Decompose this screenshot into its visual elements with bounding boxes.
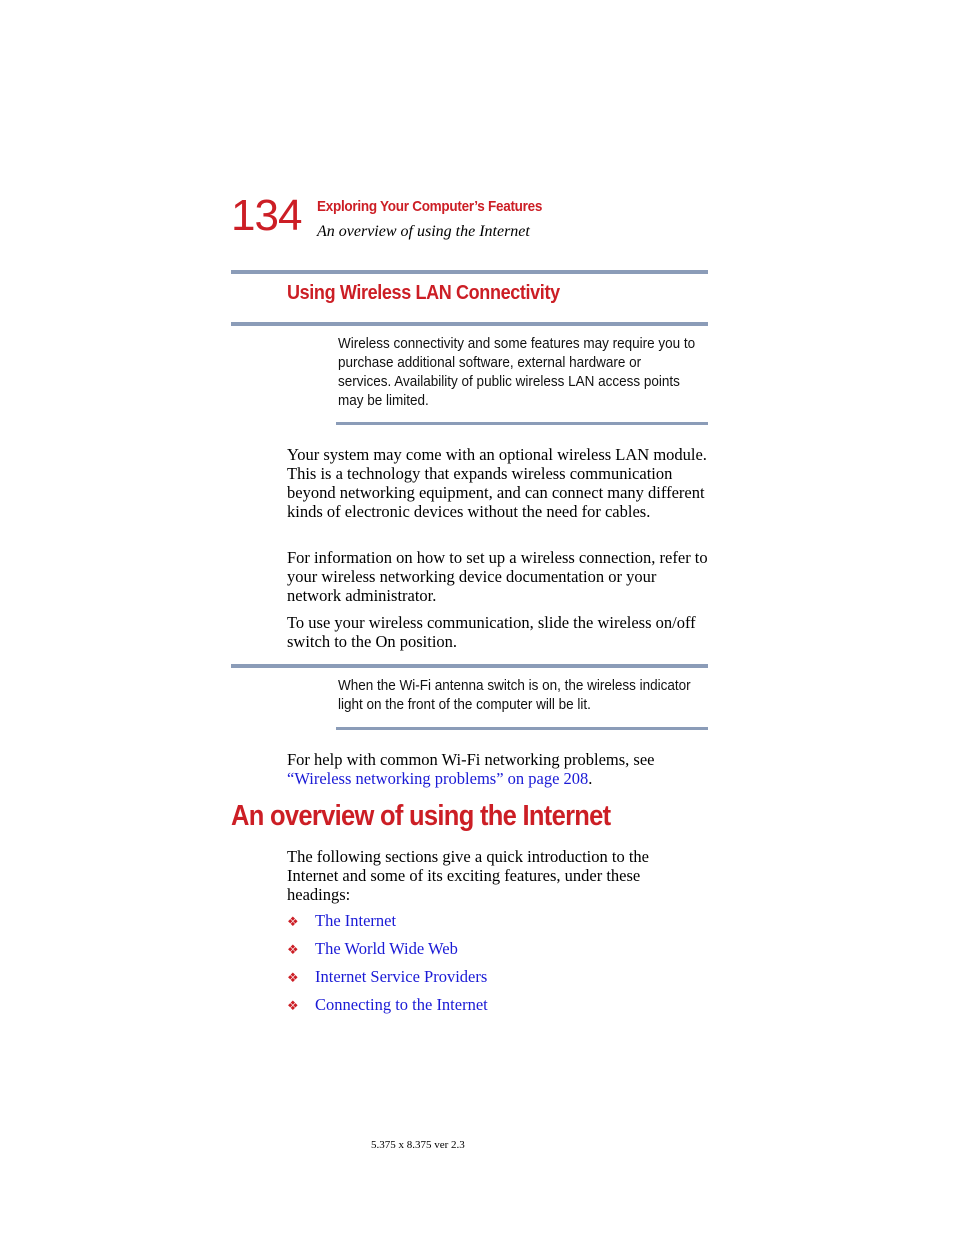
paragraph-setup-info: For information on how to set up a wireless connection, refer to your wireless networking device documentation or your network administrator. <box>287 548 708 605</box>
help-text: For help with common Wi-Fi networking problems, see <box>287 750 655 769</box>
list-item <box>287 939 488 967</box>
list-item <box>287 995 488 1023</box>
list-item <box>287 967 488 995</box>
note-rule <box>336 422 708 425</box>
link-internet-service-providers[interactable]: Internet Service Providers <box>315 967 488 986</box>
note-wifi-indicator: When the Wi-Fi antenna switch is on, the wireless indicator light on the front of the computer will be lit. <box>338 677 691 713</box>
page-number: 134 <box>231 191 302 240</box>
diamond-bullet-icon: ❖ <box>287 970 299 985</box>
paragraph-switch-on: To use your wireless communication, slide the wireless on/off switch to the On position. <box>287 613 696 651</box>
main-heading: An overview of using the Internet <box>231 800 611 832</box>
note2-bottom-rule <box>336 727 708 730</box>
paragraph-help <box>287 750 712 788</box>
note-wireless-requirements: Wireless connectivity and some features may require you to purchase additional software, external hardware or services. Availability of public wireless LAN access points may be limited. <box>338 335 696 409</box>
note2-top-rule <box>231 664 708 668</box>
chapter-title: Exploring Your Computer’s Features <box>317 198 543 215</box>
section-bottom-rule <box>231 322 708 326</box>
diamond-bullet-icon: ❖ <box>287 942 299 957</box>
section-top-rule <box>231 270 708 274</box>
section-heading: Using Wireless LAN Connectivity <box>287 282 560 304</box>
link-connecting-to-internet[interactable]: Connecting to the Internet <box>315 995 488 1014</box>
page-footer: 5.375 x 8.375 ver 2.3 <box>371 1139 465 1151</box>
list-item <box>287 911 488 939</box>
diamond-bullet-icon: ❖ <box>287 914 299 929</box>
link-world-wide-web[interactable]: The World Wide Web <box>315 939 458 958</box>
diamond-bullet-icon: ❖ <box>287 998 299 1013</box>
section-subtitle: An overview of using the Internet <box>317 223 530 240</box>
link-the-internet[interactable]: The Internet <box>315 911 397 930</box>
link-wireless-problems[interactable]: “Wireless networking problems” on page 208 <box>287 769 589 788</box>
paragraph-wireless-module: Your system may come with an optional wireless LAN module. This is a technology that expands wireless communication beyond networking equipment, and can connect many different kinds of electronic devices without the need for cables. <box>287 445 707 521</box>
help-end: . <box>588 769 593 788</box>
paragraph-intro: The following sections give a quick introduction to the Internet and some of its exciting features, under these headings: <box>287 847 650 904</box>
topic-list <box>287 911 488 1023</box>
